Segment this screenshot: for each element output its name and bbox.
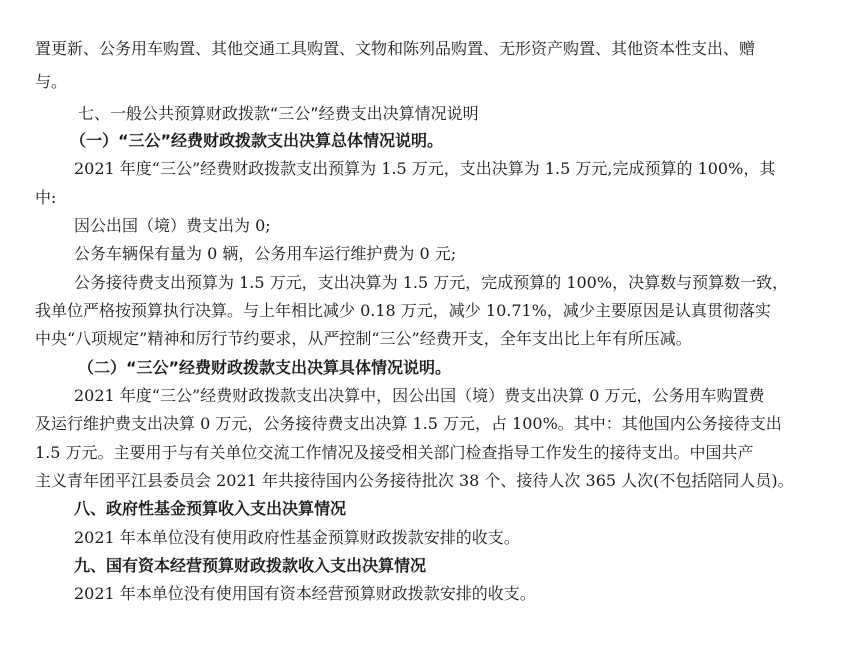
subsection-heading-7-1: （一）“三公”经费财政拨款支出决算总体情况说明。 [70, 131, 444, 150]
body-text-line: 1.5 万元。主要用于与有关单位交流工作情况及接受相关部门检查指导工作发生的接待支出。中国共产 [35, 443, 754, 462]
body-text-line: 2021 年本单位没有使用国有资本经营预算财政拨款安排的收支。 [74, 584, 536, 603]
section-heading-8: 八、政府性基金预算收入支出决算情况 [74, 499, 347, 518]
body-text-line: 中: [35, 188, 57, 207]
body-text-line: 2021 年度“三公”经费财政拨款支出决算中，因公出国（境）费支出决算 0 万元，公务用车购置费 [74, 386, 765, 405]
subsection-heading-7-2: （二）“三公”经费财政拨款支出决算具体情况说明。 [78, 358, 452, 377]
section-heading-9: 九、国有资本经营预算财政拨款收入支出决算情况 [74, 556, 427, 575]
body-text-line: 置更新、公务用车购置、其他交通工具购置、文物和陈列品购置、无形资产购置、其他资本性支出、赠 [35, 39, 756, 58]
body-text-line: 与。 [35, 72, 68, 91]
body-text-line: 因公出国（境）费支出为 0; [74, 216, 271, 235]
body-text-line: 及运行维护费支出决算 0 万元，公务接待费支出决算 1.5 万元，占 100%。其中：其他国内公务接待支出 [35, 414, 782, 433]
body-text-line: 中央“八项规定”精神和厉行节约要求，从严控制“三公”经费开支，全年支出比上年有所压减。 [35, 329, 692, 348]
body-text-line: 公务接待费支出预算为 1.5 万元，支出决算为 1.5 万元，完成预算的 100%，决算数与预算数一致， [74, 273, 789, 292]
body-text-line: 2021 年度“三公”经费财政拨款支出预算为 1.5 万元，支出决算为 1.5 万元,完成预算的 100%，其 [74, 159, 776, 178]
body-text-line: 主义青年团平江县委员会 2021 年共接待国内公务接待批次 38 个、接待人次 365 人次(不包括陪同人员)。 [35, 471, 794, 490]
body-text-line: 公务车辆保有量为 0 辆，公务用车运行维护费为 0 元; [74, 244, 457, 263]
body-text-line: 我单位严格按预算执行决算。与上年相比减少 0.18 万元，减少 10.71%，减少主要原因是认真贯彻落实 [35, 301, 771, 320]
body-text-line: 2021 年本单位没有使用政府性基金预算财政拨款安排的收支。 [74, 528, 520, 547]
section-heading-7: 七、一般公共预算财政拨款“三公”经费支出决算情况说明 [78, 104, 479, 123]
